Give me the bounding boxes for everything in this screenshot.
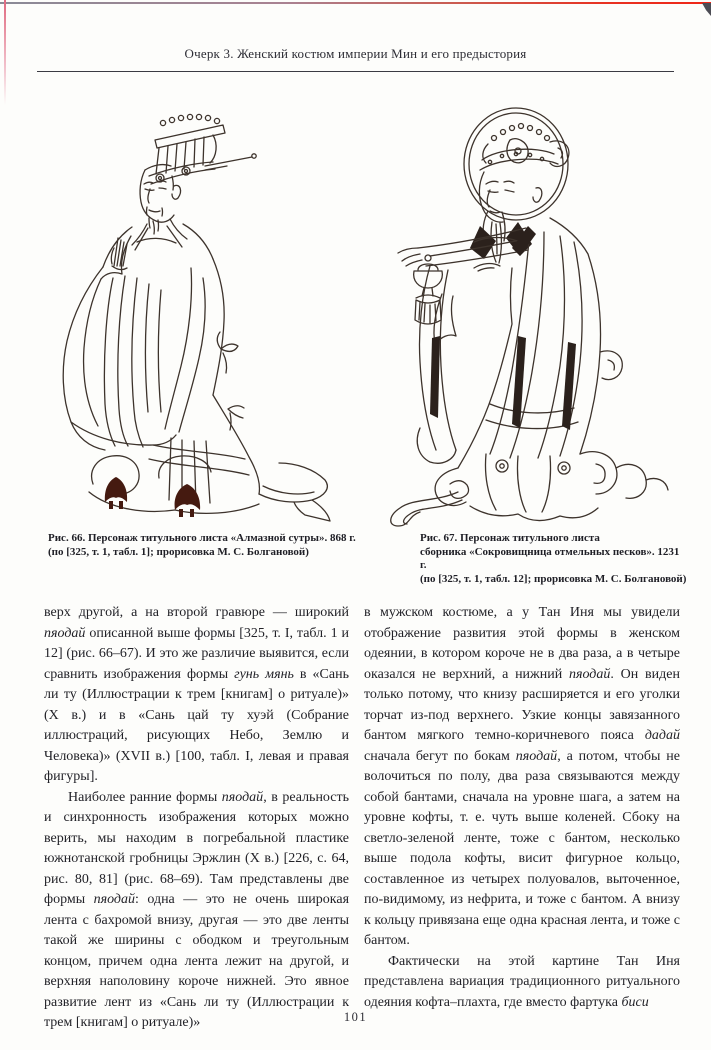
figure-66-caption: [48, 532, 368, 559]
text-column-right: [364, 603, 680, 1034]
body-text: [44, 603, 680, 1034]
caption-line: Рис. 67. Персонаж титульного листа: [420, 532, 600, 544]
scan-edge-top: [0, 2, 711, 4]
body-paragraph: Фактически на этой картине Тан Иня представлена вариация традиционного ритуального одеяния кофта–плахта, где вместо фартука биси: [364, 953, 680, 1010]
caption-line: Рис. 66. Персонаж титульного листа «Алмазной сутры». 868 г.: [48, 532, 356, 544]
figure-67-drawing: [378, 98, 678, 530]
figure-66: [55, 106, 357, 528]
figure-67-caption: [420, 532, 688, 586]
body-paragraph: в мужском костюме, а у Тан Иня мы увидели отображение развития этой формы в женском одеянии, в котором короче не в два раза, а в четыре оказался не верхний, а нижний пяодай. Он виден только потому, что книзу расширяется и его уголки торчат из-под верхнего. Узкие концы завязанного бантом мягкого темно-коричневого пояса дадай сначала бегут по бокам пяодай, а потом, чтобы не волочиться по полу, два раза связываются между собой бантами, сначала на уровне шага, а затем на уровне кофты, т. е. чуть выше коленей. Сбоку на светло-зеленой ленте, тоже с бантом, несколько выше подола кофты, висит фигурное кольцо, составленное из четырех полуовалов, выточенное, по-видимому, из нефрита, и тоже с бантом. А внизу к кольцу привязана еще одна красная лента, и тоже с бантом.: [364, 605, 680, 948]
figure-66-drawing: [55, 106, 357, 528]
caption-line: (по [325, т. 1, табл. 12]; прорисовка М. С. Болгановой): [420, 572, 687, 585]
body-paragraph: верх другой, а на второй гравюре — широкий пяодай описанной выше формы [325, т. I, табл. 1 и 12] (рис. 66–67). И это же различие выявится, если сравнить изображения формы гунь мянь в «Сань ли ту (Иллюстрации к трем [книгам] о ритуале)» (X в.) и в «Сань цай ту хуэй (Собрание иллюстраций, рисующих Небо, Землю и Человека)» (XVII в.) [100, табл. I, левая и правая фигуры].: [44, 605, 349, 784]
figure-67: [378, 98, 678, 530]
caption-line: (по [325, т. 1, табл. 1]; прорисовка М. С. Болгановой): [48, 545, 309, 558]
caption-line: сборника «Сокровищница отмельных песков». 1231 г.: [420, 545, 680, 571]
page-number: 101: [343, 1010, 368, 1024]
body-paragraph: Наиболее ранние формы пяодай, в реальность и синхронность изображения которых можно верить, мы находим в погребальной пластике южнотанской гробницы Эржлин (X в.) [226, с. 64, рис. 80, 81] (рис. 68–69). Там представлены две формы пяодай: одна — это не очень широкая лента с бахромой внизу, другая — это две ленты такой же ширины с ободком и треугольным концом, причем одна лента лежит на другой, и верхняя наполовину короче нижней. Это явное развитие лент из «Сань ли ту (Иллюстрации к трем [книгам] о ритуале)»: [44, 789, 350, 1030]
text-column-left: [44, 603, 349, 1034]
header-rule: [37, 71, 674, 72]
running-header: Очерк 3. Женский костюм империи Мин и его предыстория: [184, 46, 527, 61]
scan-corner-mark: [702, 3, 711, 16]
